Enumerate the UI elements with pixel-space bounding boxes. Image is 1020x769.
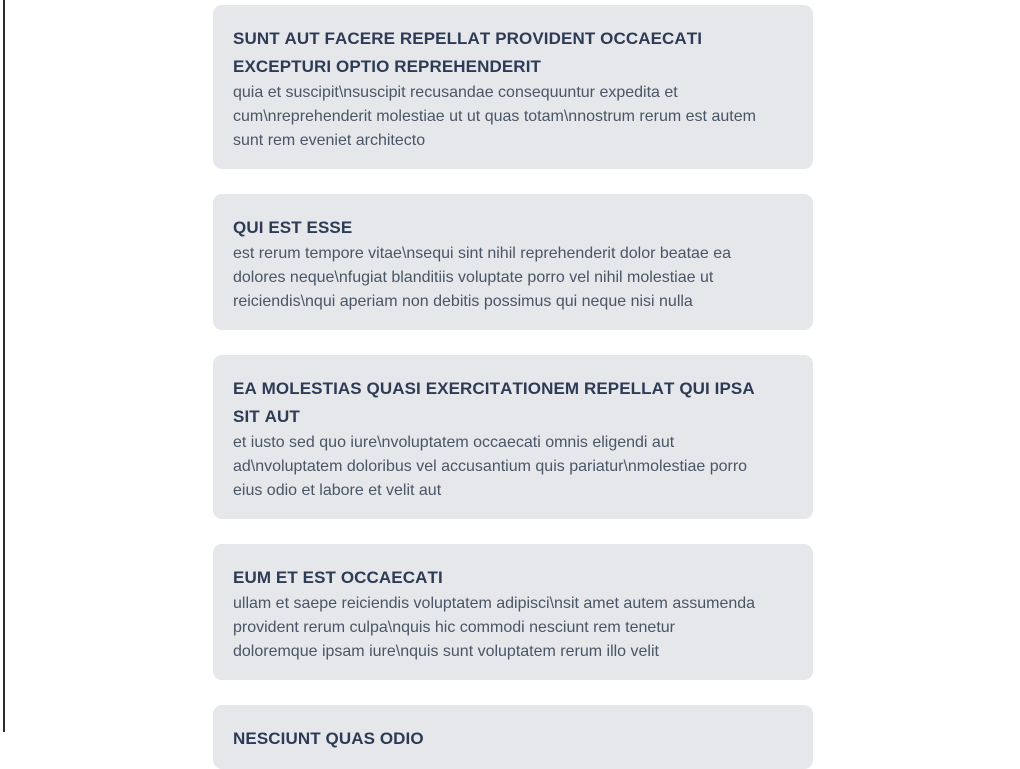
posts-list	[213, 0, 813, 769]
post-title: NESCIUNT QUAS ODIO	[233, 729, 424, 748]
post-title: QUI EST ESSE	[233, 218, 353, 237]
post-title: EA MOLESTIAS QUASI EXERCITATIONEM REPELLAT QUI IPSA SIT AUT	[233, 379, 755, 426]
post-body: ullam et saepe reiciendis voluptatem adipisci\nsit amet autem assumenda provident rerum culpa\nquis hic commodi nesciunt rem tenetur doloremque ipsam iure\nquis sunt voluptatem rerum illo velit	[233, 595, 756, 660]
post-title: EUM ET EST OCCAECATI	[233, 568, 443, 587]
post-card[interactable]	[213, 355, 813, 519]
post-title: SUNT AUT FACERE REPELLAT PROVIDENT OCCAECATI EXCEPTURI OPTIO REPREHENDERIT	[233, 29, 703, 76]
post-body: est rerum tempore vitae\nsequi sint nihil reprehenderit dolor beatae ea dolores neque\nfugiat blanditiis voluptate porro vel nihil molestiae ut reiciendis\nqui aperiam non debitis possimus qui neque nisi nulla	[233, 245, 732, 310]
post-card[interactable]	[213, 5, 813, 169]
left-window-divider	[3, 0, 5, 732]
post-body: quia et suscipit\nsuscipit recusandae consequuntur expedita et cum\nreprehenderit molestiae ut ut quas totam\nnostrum rerum est autem sunt rem eveniet architecto	[233, 84, 756, 149]
post-card[interactable]	[213, 194, 813, 330]
post-card[interactable]	[213, 544, 813, 680]
post-card[interactable]	[213, 705, 813, 769]
post-body: et iusto sed quo iure\nvoluptatem occaecati omnis eligendi aut ad\nvoluptatem doloribus vel accusantium quis pariatur\nmolestiae porro eius odio et labore et velit aut	[233, 434, 748, 499]
